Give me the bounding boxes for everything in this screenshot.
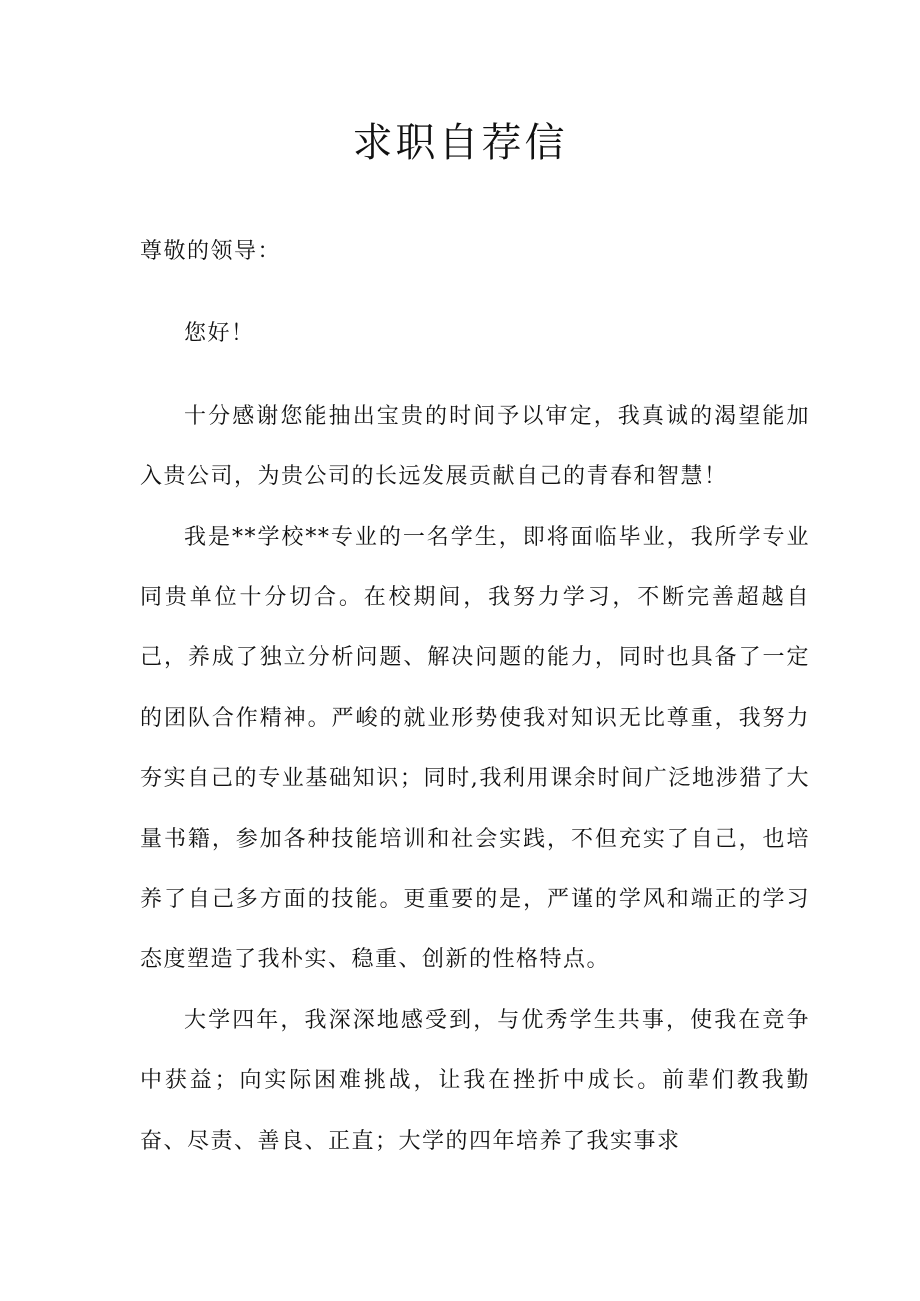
paragraph-university: 大学四年，我深深地感受到，与优秀学生共事，使我在竞争中获益；向实际困难挑战，让我在挫折中成长。前辈们教我勤奋、尽责、善良、正直；大学的四年培养了我实事求 — [140, 1007, 810, 1154]
salutation: 尊敬的领导： — [140, 239, 282, 264]
letter-body — [140, 222, 810, 1172]
paragraph-intro: 十分感谢您能抽出宝贵的时间予以审定，我真诚的渴望能加入贵公司，为贵公司的长远发展贡献自己的青春和智慧！ — [140, 403, 810, 490]
paragraph-background: 我是**学校**专业的一名学生，即将面临毕业，我所学专业同贵单位十分切合。在校期间，我努力学习，不断完善超越自己，养成了独立分析问题、解决问题的能力，同时也具备了一定的团队合作精神。严峻的就业形势使我对知识无比尊重，我努力夯实自己的专业基础知识；同时,我利用课余时间广泛地涉猎了大量书籍，参加各种技能培训和社会实践，不但充实了自己，也培养了自己多方面的技能。更重要的是，严谨的学风和端正的学习态度塑造了我朴实、稳重、创新的性格特点。 — [140, 524, 810, 973]
greeting: 您好！ — [184, 321, 255, 347]
document-title: 求职自荐信 — [352, 120, 568, 166]
